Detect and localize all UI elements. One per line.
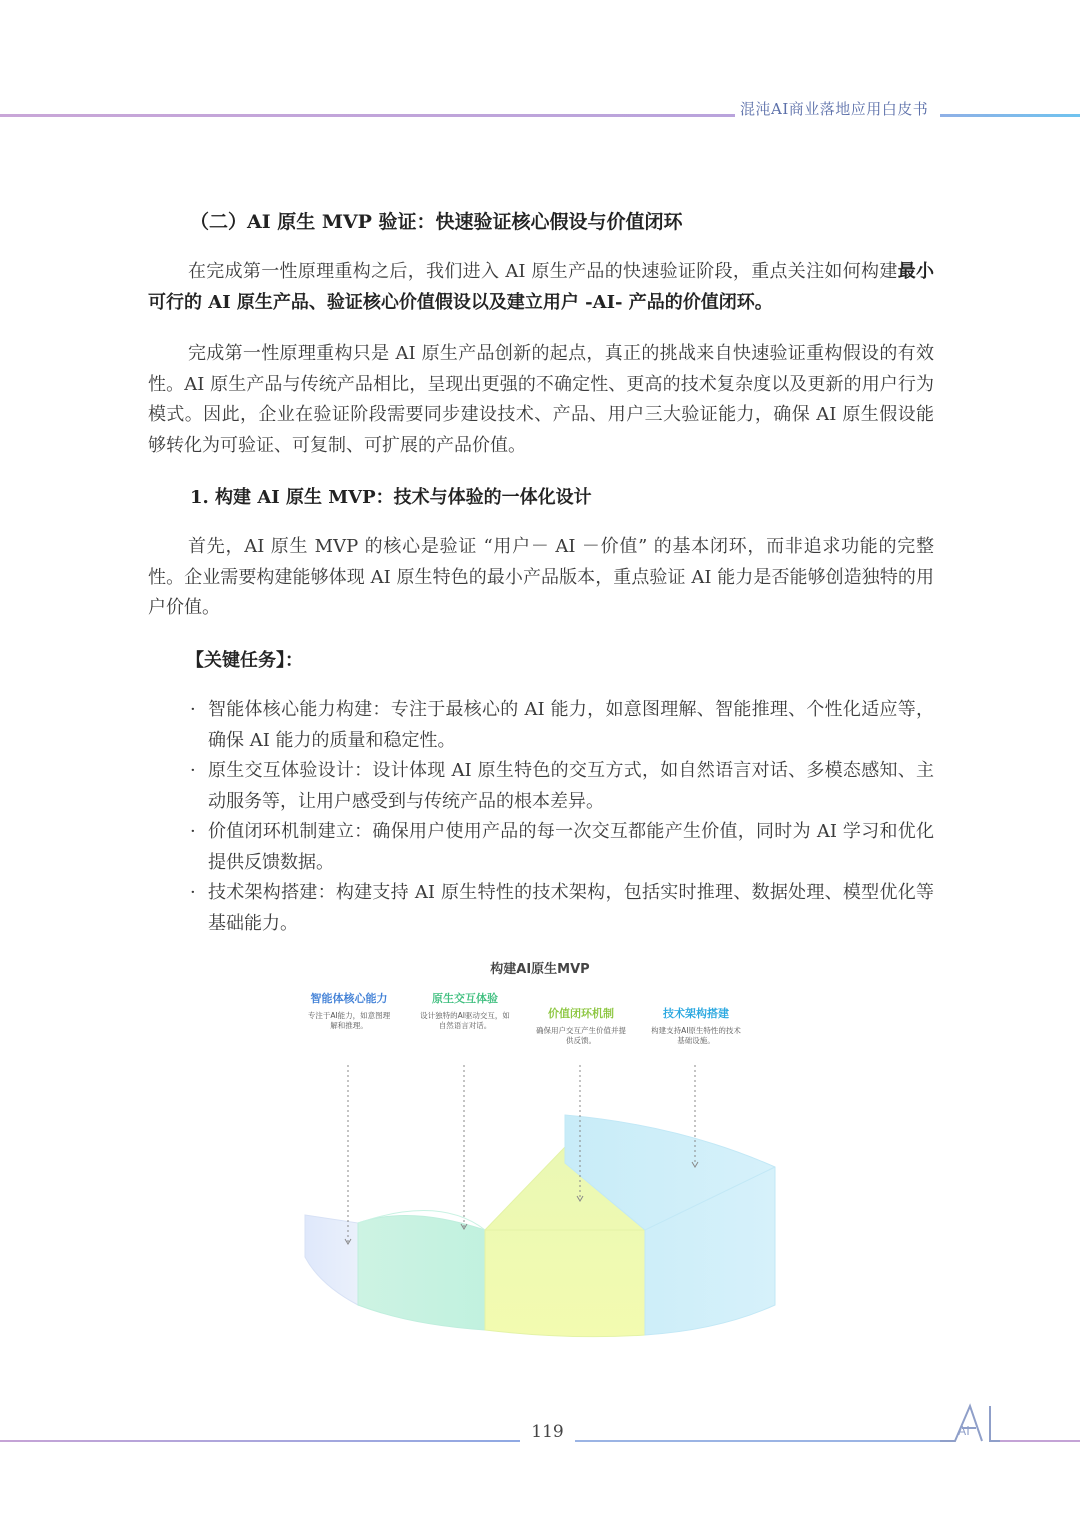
task-text: 构建支持 AI 原生特性的技术架构，包括实时推理、数据处理、模型优化等基础能力。 <box>208 882 934 934</box>
key-tasks-list <box>188 695 934 939</box>
stage-value-loop <box>536 1007 626 1046</box>
footer-rule-left <box>0 1440 520 1442</box>
stage-description: 设计独特的AI驱动交互，如自然语言对话。 <box>420 1011 510 1030</box>
list-item <box>188 756 934 817</box>
stage-tech-architecture <box>650 1007 742 1046</box>
list-item <box>188 817 934 878</box>
stage-title: 技术架构搭建 <box>663 1007 729 1020</box>
task-text: 确保用户使用产品的每一次交互都能产生价值，同时为 AI 学习和优化提供反馈数据。 <box>208 821 935 873</box>
header-rule-right <box>940 114 1080 117</box>
bullet-dot: · <box>190 821 196 842</box>
stage-intelligent-core <box>306 992 392 1031</box>
task-label: 技术架构搭建： <box>208 882 336 903</box>
stage-description: 确保用户交互产生价值并提供反馈。 <box>536 1026 626 1045</box>
footer-rule-right <box>1000 1440 1080 1442</box>
header-title: 混沌AI商业落地应用白皮书 <box>740 100 929 118</box>
stage-title: 价值闭环机制 <box>548 1007 614 1020</box>
task-label: 原生交互体验设计： <box>208 760 373 781</box>
ai-logo <box>940 1400 1010 1444</box>
page-number: 119 <box>531 1422 564 1442</box>
stage-native-interaction <box>420 992 510 1031</box>
stage-title: 原生交互体验 <box>432 992 498 1005</box>
subsection-heading: 1. 构建 AI 原生 MVP：技术与体验的一体化设计 <box>190 487 592 508</box>
bullet-dot: · <box>190 882 196 903</box>
paragraph-intro-text: 在完成第一性原理重构之后，我们进入 AI 原生产品的快速验证阶段，重点关注如何构建 <box>188 261 898 282</box>
paragraph-intro-bold: 最小可行的 AI 原生产品、验证核心价值假设以及建立用户 -AI- 产品的价值闭环。 <box>148 261 934 313</box>
bullet-dot: · <box>190 760 196 781</box>
bullet-dot: · <box>190 699 196 720</box>
header-rule-left <box>0 114 735 117</box>
footer-rule-mid <box>575 1440 955 1442</box>
paragraph-mvp-core: 首先，AI 原生 MVP 的核心是验证 “用户－ AI －价值” 的基本闭环，而非追求功能的完整性。企业需要构建能够体现 AI 原生特色的最小产品版本，重点验证 AI 能力是否能够创造独特的用户价值。 <box>148 536 934 618</box>
task-label: 价值闭环机制建立： <box>208 821 373 842</box>
stage-description: 构建支持AI原生特性的技术基础设施。 <box>651 1026 741 1045</box>
list-item <box>188 695 934 756</box>
paragraph-challenge: 完成第一性原理重构只是 AI 原生产品创新的起点，真正的挑战来自快速验证重构假设的有效性。AI 原生产品与传统产品相比，呈现出更强的不确定性、更高的技术复杂度以及更新的用户行为模式。因此，企业在验证阶段需要同步建设技术、产品、用户三大验证能力，确保 AI 原生假设能够转化为可验证、可复制、可扩展的产品价值。 <box>148 343 934 456</box>
task-text: 专注于最核心的 AI 能力，如意图理解、智能推理、个性化适应等，确保 AI 能力的质量和稳定性。 <box>208 699 934 751</box>
diagram-title: 构建AI原生MVP <box>490 962 590 977</box>
segment-intelligent-core <box>305 1215 358 1305</box>
stage-title: 智能体核心能力 <box>310 992 388 1005</box>
task-text: 设计体现 AI 原生特色的交互方式，如自然语言对话、多模态感知、主动服务等，让用户感受到与传统产品的根本差异。 <box>208 760 935 812</box>
key-tasks-title: 【关键任务】： <box>186 650 303 671</box>
task-label: 智能体核心能力构建： <box>208 699 391 720</box>
section-heading: （二）AI 原生 MVP 验证：快速验证核心假设与价值闭环 <box>190 211 683 233</box>
list-item <box>188 878 934 939</box>
ai-logo-text: AI <box>958 1424 970 1438</box>
paragraph-intro <box>148 257 934 318</box>
stage-description: 专注于AI能力，如意图理解和推理。 <box>307 1011 391 1030</box>
